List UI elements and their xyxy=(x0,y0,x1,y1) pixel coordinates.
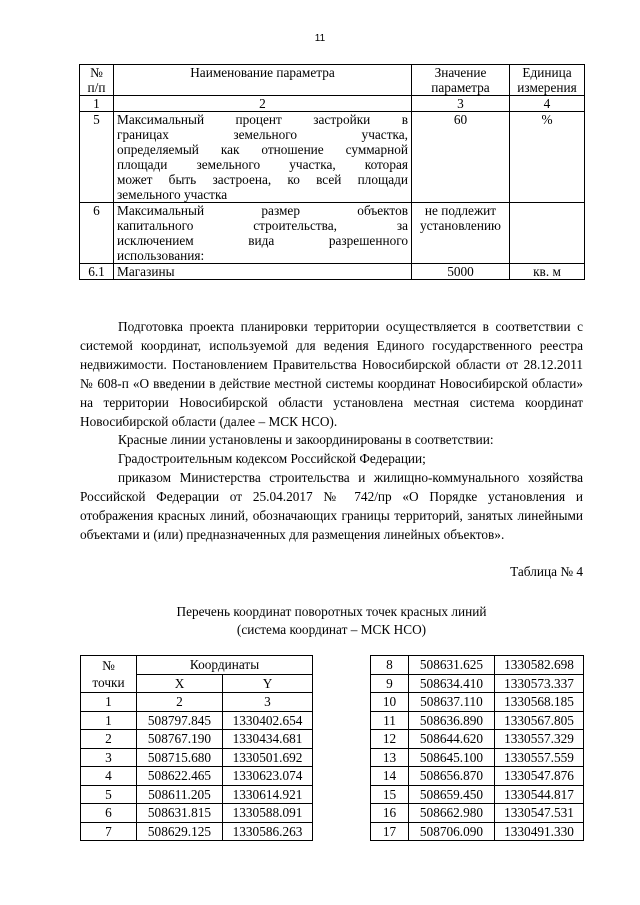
point-number: 7 xyxy=(81,822,137,841)
row-unit: % xyxy=(510,112,585,203)
coord-y: 1330557.559 xyxy=(495,748,584,767)
coord-x: 508631.625 xyxy=(409,656,495,675)
table-row xyxy=(371,748,584,767)
paragraph-code: Градостроительным кодексом Российской Федерации; xyxy=(118,451,426,467)
table-row xyxy=(371,804,584,823)
coord-y: 1330582.698 xyxy=(495,656,584,675)
coord-index-row xyxy=(81,693,313,712)
point-number: 15 xyxy=(371,785,409,804)
coord-y: 1330402.654 xyxy=(223,711,313,730)
coord-x: 508662.980 xyxy=(409,804,495,823)
coord-y: 1330434.681 xyxy=(223,730,313,749)
point-number: 5 xyxy=(81,785,137,804)
row-name: Максимальный процент застройки в границах земельного участка, определяемый как отношение суммарной площади земельного участка, которая может быть застроена, ко всей площади земельного участка xyxy=(114,112,412,203)
table-number-label: Таблица № 4 xyxy=(510,564,583,579)
header-coordinates: Координаты xyxy=(137,656,313,675)
paragraph-coordinate-system: Подготовка проекта планировки территории осуществляется в соответствии с системой координат, используемой для ведения Единого государственного реестра недвижимости. Постановлением Правительства Новосибирской области от 28.12.2011 № 608-п «О введении в действие местной системы координат Новосибирской области» на территории Новосибирской области установлена местная система координат Новосибирской области (далее – МСК НСО). xyxy=(80,319,583,429)
index-cell: 1 xyxy=(80,96,114,112)
table-row xyxy=(371,693,584,712)
point-number: 2 xyxy=(81,730,137,749)
coord-y: 1330586.263 xyxy=(223,822,313,841)
table-row xyxy=(371,674,584,693)
parameters-table xyxy=(79,64,585,280)
params-header-row xyxy=(80,65,585,96)
point-number: 14 xyxy=(371,767,409,786)
header-unit: Единица измерения xyxy=(510,65,585,96)
point-number: 3 xyxy=(81,748,137,767)
coord-x: 508659.450 xyxy=(409,785,495,804)
row-name: Магазины xyxy=(114,264,412,280)
params-row-6 xyxy=(80,203,585,264)
index-cell: 1 xyxy=(81,693,137,712)
table-row xyxy=(371,767,584,786)
table-row xyxy=(81,804,313,823)
point-number: 6 xyxy=(81,804,137,823)
table-row xyxy=(81,711,313,730)
point-number: 12 xyxy=(371,730,409,749)
params-index-row xyxy=(80,96,585,112)
coord-x: 508622.465 xyxy=(137,767,223,786)
row-num: 6 xyxy=(80,203,114,264)
index-cell: 3 xyxy=(223,693,313,712)
coord-y: 1330567.805 xyxy=(495,711,584,730)
row-unit: кв. м xyxy=(510,264,585,280)
coord-y: 1330557.329 xyxy=(495,730,584,749)
table-caption: Перечень координат поворотных точек красных линий (система координат – МСК НСО) xyxy=(176,604,487,637)
table-row xyxy=(371,730,584,749)
point-number: 13 xyxy=(371,748,409,767)
point-number: 8 xyxy=(371,656,409,675)
row-value: не подлежит установлению xyxy=(412,203,510,264)
coord-x: 508637.110 xyxy=(409,693,495,712)
row-value: 5000 xyxy=(412,264,510,280)
coordinates-table-left xyxy=(80,655,313,841)
point-number: 4 xyxy=(81,767,137,786)
params-row-6-1 xyxy=(80,264,585,280)
coord-y: 1330547.876 xyxy=(495,767,584,786)
coord-x: 508767.190 xyxy=(137,730,223,749)
coord-y: 1330544.817 xyxy=(495,785,584,804)
row-value: 60 xyxy=(412,112,510,203)
page-number: 11 xyxy=(314,33,326,44)
coord-y: 1330573.337 xyxy=(495,674,584,693)
row-unit xyxy=(510,203,585,264)
paragraph-red-lines: Красные линии установлены и закоординированы в соответствии: xyxy=(118,432,494,448)
body-text xyxy=(80,318,583,545)
table-row xyxy=(371,711,584,730)
table-row xyxy=(81,785,313,804)
coord-left-body xyxy=(81,711,313,841)
point-number: 17 xyxy=(371,822,409,841)
coord-x: 508797.845 xyxy=(137,711,223,730)
header-y: Y xyxy=(223,674,313,693)
coord-y: 1330588.091 xyxy=(223,804,313,823)
header-value: Значение параметра xyxy=(412,65,510,96)
table-row xyxy=(81,822,313,841)
header-x: X xyxy=(137,674,223,693)
coord-y: 1330547.531 xyxy=(495,804,584,823)
coord-y: 1330491.330 xyxy=(495,822,584,841)
index-cell: 4 xyxy=(510,96,585,112)
coordinates-table-right xyxy=(370,655,584,841)
header-point-num: № точки xyxy=(81,656,137,693)
coord-x: 508644.620 xyxy=(409,730,495,749)
row-num: 5 xyxy=(80,112,114,203)
coord-x: 508634.410 xyxy=(409,674,495,693)
paragraph-order: приказом Министерства строительства и жилищно-коммунального хозяйства Российской Федерации от 25.04.2017 № 742/пр «О Порядке установления и отображения красных линий, обозначающих границы территорий, занятых линейными объектами и (или) предназначенных для размещения линейных объектов». xyxy=(80,470,583,542)
table-row xyxy=(81,767,313,786)
row-num: 6.1 xyxy=(80,264,114,280)
header-num: № п/п xyxy=(80,65,114,96)
table-row xyxy=(371,822,584,841)
coord-x: 508715.680 xyxy=(137,748,223,767)
coord-x: 508656.870 xyxy=(409,767,495,786)
coord-y: 1330501.692 xyxy=(223,748,313,767)
point-number: 1 xyxy=(81,711,137,730)
coord-y: 1330568.185 xyxy=(495,693,584,712)
table-row xyxy=(371,785,584,804)
coord-y: 1330614.921 xyxy=(223,785,313,804)
coord-x: 508645.100 xyxy=(409,748,495,767)
coord-x: 508611.205 xyxy=(137,785,223,804)
table-row xyxy=(81,748,313,767)
coord-x: 508706.090 xyxy=(409,822,495,841)
point-number: 16 xyxy=(371,804,409,823)
coord-right-body xyxy=(371,656,584,841)
row-name: Максимальный размер объектов капитального строительства, за исключением вида разрешенного использования: xyxy=(114,203,412,264)
coord-x: 508629.125 xyxy=(137,822,223,841)
coord-y: 1330623.074 xyxy=(223,767,313,786)
point-number: 11 xyxy=(371,711,409,730)
index-cell: 3 xyxy=(412,96,510,112)
index-cell: 2 xyxy=(137,693,223,712)
table-row xyxy=(371,656,584,675)
coord-x: 508631.815 xyxy=(137,804,223,823)
table-row xyxy=(81,730,313,749)
coord-x: 508636.890 xyxy=(409,711,495,730)
header-name: Наименование параметра xyxy=(114,65,412,96)
point-number: 9 xyxy=(371,674,409,693)
coord-header-row xyxy=(81,656,313,675)
params-row-5 xyxy=(80,112,585,203)
index-cell: 2 xyxy=(114,96,412,112)
point-number: 10 xyxy=(371,693,409,712)
